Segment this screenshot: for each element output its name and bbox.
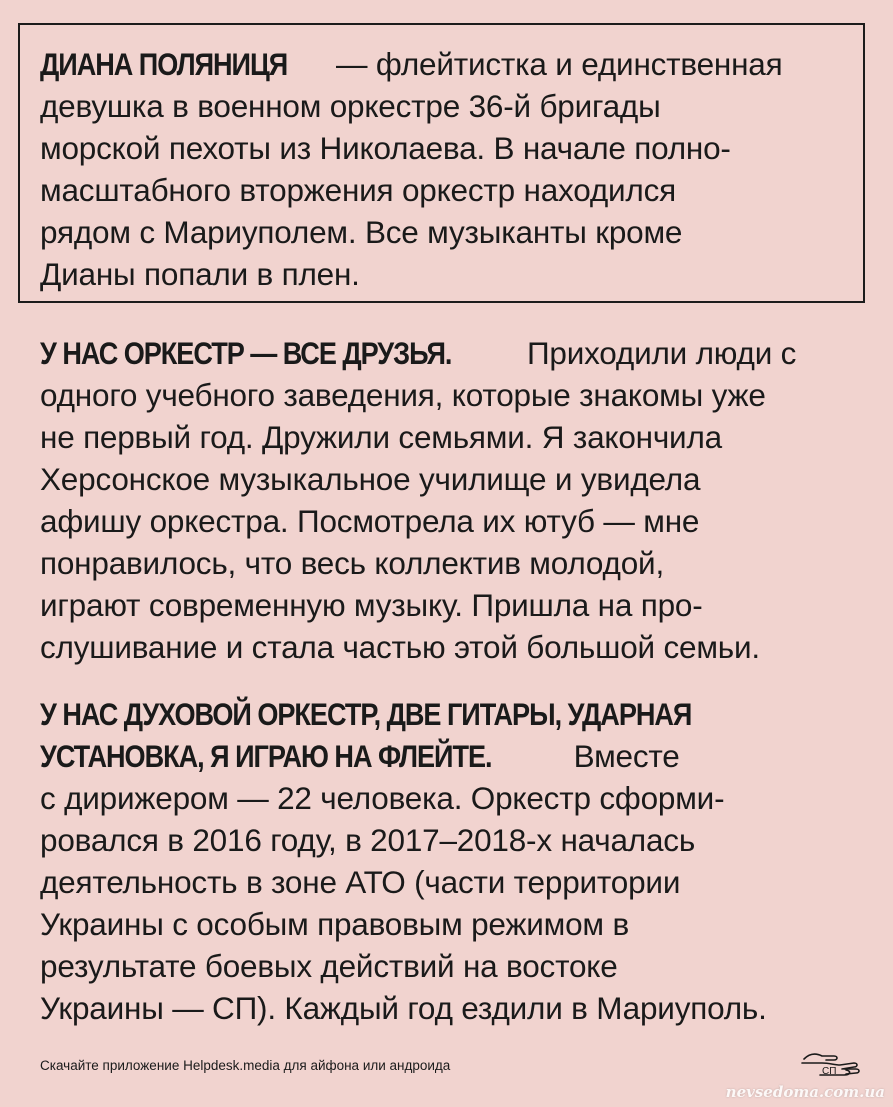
paragraph-orchestra-lead-line2: УСТАНОВКА, Я ИГРАЮ НА ФЛЕЙТЕ. [40, 738, 492, 774]
intro-text: ДИАНА ПОЛЯНИЦЯ — флейтистка и единственная девушка в военном оркестре 36-й бригады морской пехоты из Николаева. В начале полно- масштабного вторжения оркестр находился рядом с Мариуполем. Все музыканты кроме Дианы попали в плен. [40, 43, 843, 295]
watermark: nevsedoma.com.ua [725, 1083, 885, 1101]
footer-app-promo: Скачайте приложение Helpdesk.media для айфона или андроида [40, 1058, 451, 1073]
hand-logo-icon [800, 1045, 862, 1079]
paragraph-orchestra: У НАС ДУХОВОЙ ОРКЕСТР, ДВЕ ГИТАРЫ, УДАРНАЯ УСТАНОВКА, Я ИГРАЮ НА ФЛЕЙТЕ. Вместе с дирижером — 22 человека. Оркестр сформи- ровался в 2016 году, в 2017–2018-х началась деятельность в зоне АТО (части территории Украины с особым правовым режимом в результате боевых действий на востоке Украины — СП). Каждый год ездили в Мариуполь. [40, 693, 870, 1029]
paragraph-friends: У НАС ОРКЕСТР — ВСЕ ДРУЗЬЯ. Приходили люди с одного учебного заведения, которые знакомы уже не первый год. Дружили семьями. Я закончила Херсонское музыкальное училище и увидела афишу оркестра. Посмотрела их ютуб — мне понравилось, что весь коллектив молодой, играют современную музыку. Пришла на про- слушивание и стала частью этой большой семьи. [40, 332, 870, 668]
intro-box [18, 23, 865, 303]
logo-text: СП [822, 1066, 837, 1077]
intro-lead: ДИАНА ПОЛЯНИЦЯ [40, 46, 288, 82]
paragraph-orchestra-lead-line1: У НАС ДУХОВОЙ ОРКЕСТР, ДВЕ ГИТАРЫ, УДАРНАЯ [40, 696, 692, 732]
paragraph-friends-lead: У НАС ОРКЕСТР — ВСЕ ДРУЗЬЯ. [40, 335, 452, 371]
